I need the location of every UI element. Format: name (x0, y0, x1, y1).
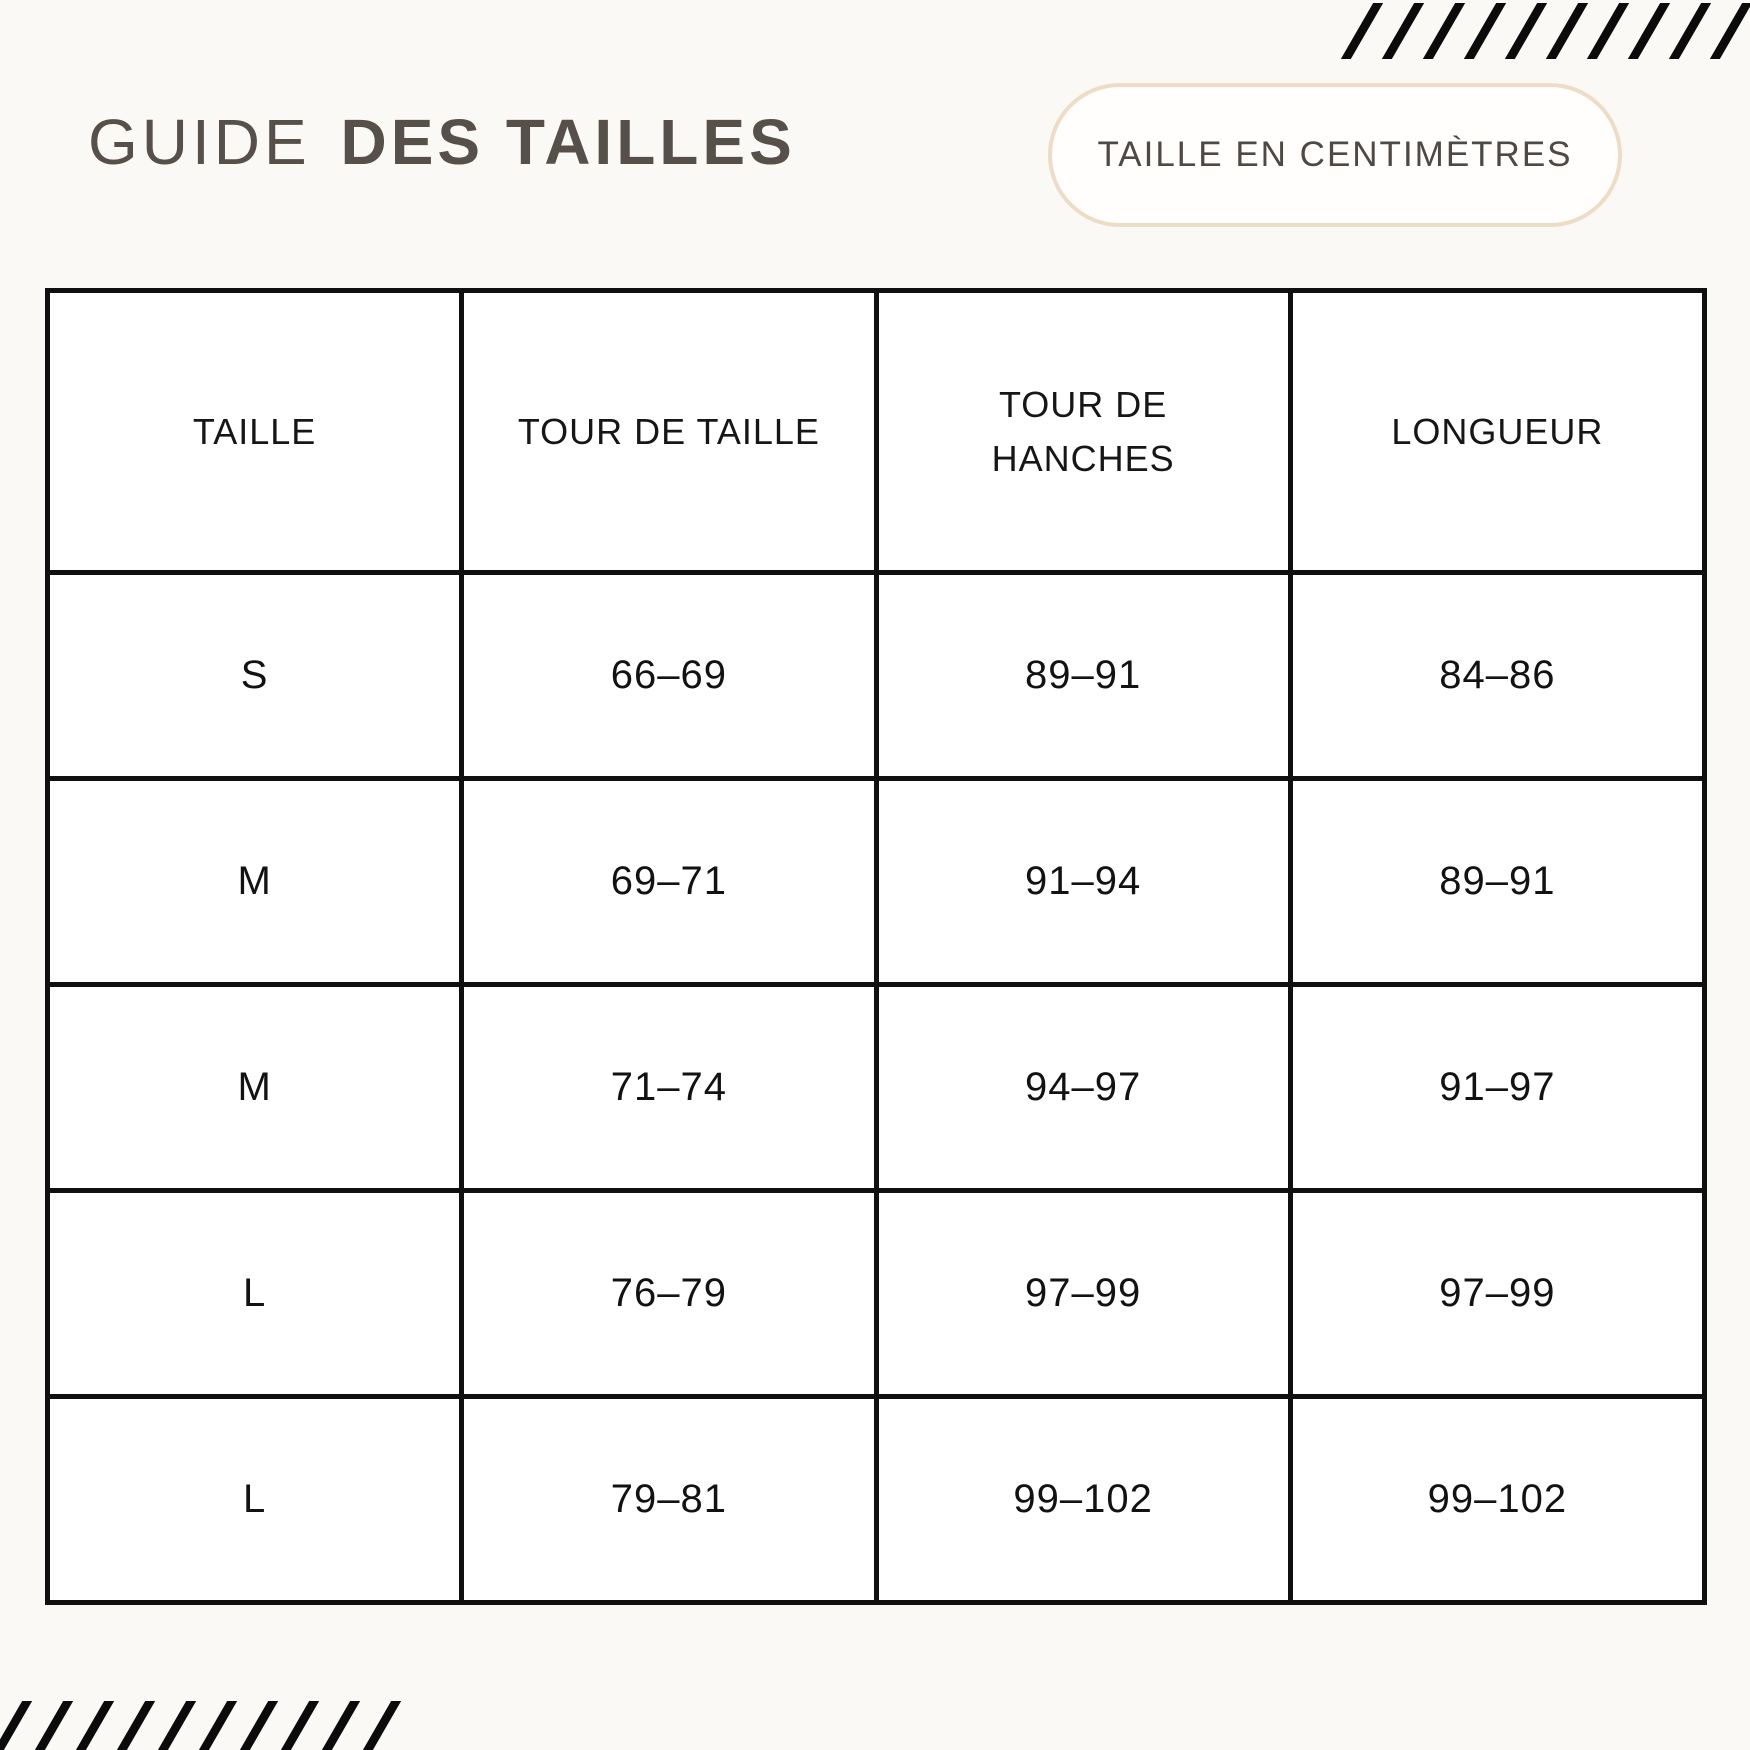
hips-cell: 89–91 (876, 573, 1290, 779)
table-row (48, 1191, 1705, 1397)
table-row (48, 1397, 1705, 1603)
stripe-slash-icon (359, 1701, 401, 1750)
stripe-slash-icon (31, 1701, 73, 1750)
size-guide-table (45, 288, 1707, 1605)
stripe-slash-icon (1341, 3, 1383, 59)
stripe-slash-icon (1628, 3, 1670, 59)
diagonal-stripes-decoration-top-right (1357, 3, 1750, 59)
hips-cell: 97–99 (876, 1191, 1290, 1397)
page-title-regular: GUIDE (88, 106, 311, 178)
units-badge-label: TAILLE EN CENTIMÈTRES (1097, 135, 1573, 174)
size-label-cell: S (48, 573, 462, 779)
stripe-slash-icon (1464, 3, 1506, 59)
waist-cell: 66–69 (462, 573, 876, 779)
column-header-longueur (1290, 291, 1704, 573)
waist-cell: 71–74 (462, 985, 876, 1191)
hips-cell: 99–102 (876, 1397, 1290, 1603)
waist-cell: 76–79 (462, 1191, 876, 1397)
stripe-slash-icon (1587, 3, 1629, 59)
stripe-slash-icon (154, 1701, 196, 1750)
length-cell: 99–102 (1290, 1397, 1704, 1603)
table-row (48, 573, 1705, 779)
table-row (48, 779, 1705, 985)
column-header-tour-de-taille (462, 291, 876, 573)
stripe-slash-icon (72, 1701, 114, 1750)
size-label-cell: M (48, 779, 462, 985)
length-cell: 84–86 (1290, 573, 1704, 779)
stripe-slash-icon (0, 1701, 32, 1750)
table-row (48, 985, 1705, 1191)
units-badge (1048, 83, 1622, 227)
column-header-label: TOUR DE HANCHES (991, 383, 1175, 479)
stripe-slash-icon (1423, 3, 1465, 59)
column-header-taille (48, 291, 462, 573)
length-cell: 91–97 (1290, 985, 1704, 1191)
stripe-slash-icon (1382, 3, 1424, 59)
stripe-slash-icon (113, 1701, 155, 1750)
stripe-slash-icon (277, 1701, 319, 1750)
size-label-cell: M (48, 985, 462, 1191)
stripe-slash-icon (1505, 3, 1547, 59)
column-header-label: TOUR DE TAILLE (517, 410, 820, 452)
hips-cell: 91–94 (876, 779, 1290, 985)
waist-cell: 69–71 (462, 779, 876, 985)
page-title-bold: DES TAILLES (340, 106, 796, 178)
stripe-slash-icon (236, 1701, 278, 1750)
stripe-slash-icon (195, 1701, 237, 1750)
length-cell: 89–91 (1290, 779, 1704, 985)
column-header-tour-de-hanches (876, 291, 1290, 573)
stripe-slash-icon (318, 1701, 360, 1750)
column-header-label: LONGUEUR (1391, 410, 1604, 452)
hips-cell: 94–97 (876, 985, 1290, 1191)
page-title (88, 106, 796, 178)
column-header-label: TAILLE (192, 410, 317, 452)
stripe-slash-icon (1669, 3, 1711, 59)
stripe-slash-icon (1710, 3, 1750, 59)
size-label-cell: L (48, 1191, 462, 1397)
table-header-row (48, 291, 1705, 573)
diagonal-stripes-decoration-bottom-left (6, 1701, 416, 1750)
stripe-slash-icon (1546, 3, 1588, 59)
waist-cell: 79–81 (462, 1397, 876, 1603)
size-label-cell: L (48, 1397, 462, 1603)
length-cell: 97–99 (1290, 1191, 1704, 1397)
